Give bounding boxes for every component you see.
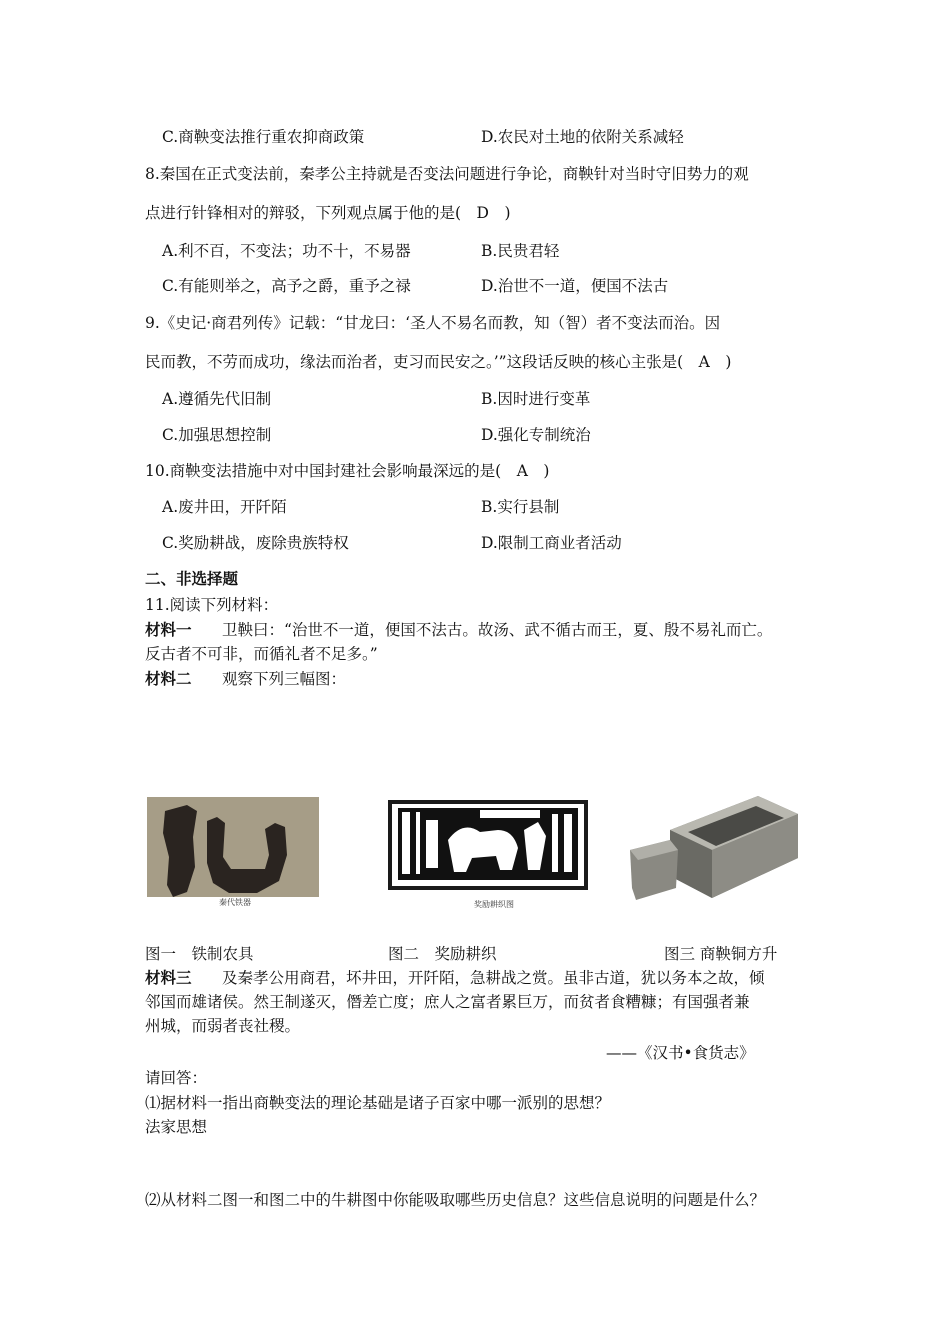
figure-2-caption: 图二 奖励耕织 (388, 945, 497, 963)
material-2-text: 观察下列三幅图： (222, 670, 347, 688)
material-1-text-line2: 反古者不可非，而循礼者不足多。” (145, 645, 378, 663)
material-3-source: ——《汉书•食货志》 (606, 1044, 755, 1062)
q9-stem-line2: 民而教，不劳而成功，缘法而治者，吏习而民安之。’”这段话反映的核心主张是( A ) (145, 353, 732, 371)
q11-intro: 11.阅读下列材料： (145, 596, 279, 614)
material-3-text-line3: 州城，而弱者丧社稷。 (145, 1017, 301, 1035)
q7-option-d: D.农民对土地的依附关系减轻 (481, 128, 684, 146)
material-1-text-line1: 卫鞅曰：“治世不一道，便国不法古。故汤、武不循古而王，夏、殷不易礼而亡。 (222, 621, 773, 639)
q9-stem-line1: 9.《史记·商君列传》记载：“甘龙曰：‘圣人不易名而教，知（智）者不变法而治。因 (145, 314, 721, 332)
q8-stem-line1: 8.秦国在正式变法前，秦孝公主持就是否变法问题进行争论，商鞅针对当时守旧势力的观 (145, 165, 749, 183)
figure-1-caption: 图一 铁制农具 (145, 945, 254, 963)
figure-3-caption: 图三 商鞅铜方升 (664, 945, 778, 963)
q10-option-d: D.限制工商业者活动 (481, 534, 622, 552)
q10-option-c: C.奖励耕战，废除贵族特权 (162, 534, 349, 552)
q8-option-b: B.民贵君轻 (481, 242, 560, 260)
sub-question-2: ⑵从材料二图一和图二中的牛耕图中你能吸取哪些历史信息？这些信息说明的问题是什么？ (145, 1191, 766, 1209)
material-3-text-line1: 及秦孝公用商君，坏井田，开阡陌，急耕战之赏。虽非古道，犹以务本之故，倾 (222, 969, 765, 987)
figure-iron-tools (147, 797, 319, 908)
q10-stem: 10.商鞅变法措施中对中国封建社会影响最深远的是( A ) (145, 462, 550, 480)
sub-question-1-answer: 法家思想 (145, 1118, 208, 1136)
q10-option-b: B.实行县制 (481, 498, 560, 516)
q9-option-a: A.遵循先代旧制 (162, 390, 272, 408)
section-heading: 二、非选择题 (145, 570, 239, 588)
answer-prompt: 请回答： (145, 1069, 208, 1087)
plowing-image (388, 800, 588, 898)
material-1-label: 材料一 (145, 621, 192, 639)
q7-option-c: C.商鞅变法推行重农抑商政策 (162, 128, 365, 146)
material-3-label: 材料三 (145, 969, 192, 987)
bronze-sheng-image (630, 788, 800, 912)
q9-option-c: C.加强思想控制 (162, 426, 272, 444)
iron-tools-image (147, 797, 319, 908)
material-2-label: 材料二 (145, 670, 192, 688)
q8-option-d: D.治世不一道，便国不法古 (481, 277, 669, 295)
q10-option-a: A.废井田，开阡陌 (162, 498, 287, 516)
q9-option-d: D.强化专制统治 (481, 426, 591, 444)
q8-option-c: C.有能则举之，高予之爵，重予之禄 (162, 277, 411, 295)
material-3-text-line2: 邻国而雄诸侯。然王制遂灭，僭差亡度；庶人之富者累巨万，而贫者食糟糠；有国强者兼 (145, 993, 750, 1011)
figure-2-inner-label: 奖励耕织图 (474, 900, 514, 909)
sub-question-1: ⑴据材料一指出商鞅变法的理论基础是诸子百家中哪一派别的思想？ (145, 1094, 611, 1112)
q9-option-b: B.因时进行变革 (481, 390, 591, 408)
figure-1-inner-label: 秦代铁器 (219, 898, 251, 907)
figure-plowing (388, 800, 588, 910)
figure-bronze-sheng (630, 788, 800, 912)
q8-option-a: A.利不百，不变法；功不十，不易器 (162, 242, 411, 260)
q8-stem-line2: 点进行针锋相对的辩驳，下列观点属于他的是( D ) (145, 204, 511, 222)
